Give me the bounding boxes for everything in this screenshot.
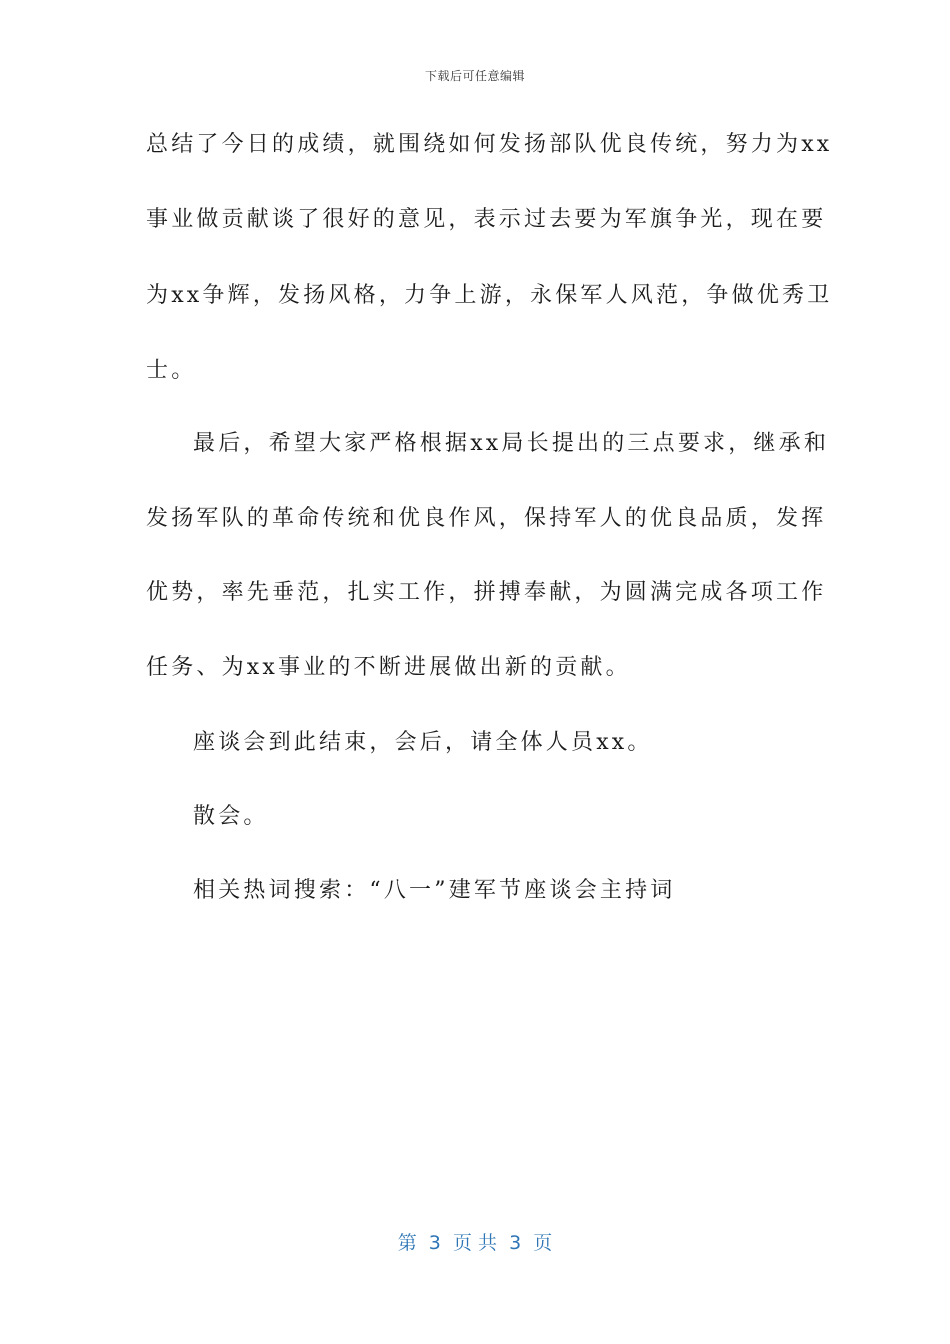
paragraph-line: 事业做贡献谈了很好的意见，表示过去要为军旗争光，现在要 <box>146 207 827 232</box>
paragraph-line: 士。 <box>146 358 197 383</box>
paragraph-line: 为xx争辉，发扬风格，力争上游，永保军人风范，争做优秀卫 <box>146 283 833 308</box>
page-indicator: 第 3 页 共 3 页 <box>397 1232 553 1254</box>
paragraph-line: 座谈会到此结束，会后，请全体人员xx。 <box>193 730 653 755</box>
paragraph-line: 优势，率先垂范，扎实工作，拼搏奉献，为圆满完成各项工作 <box>146 580 827 605</box>
header-note: 下载后可任意编辑 <box>424 69 525 83</box>
paragraph-line: 最后，希望大家严格根据xx局长提出的三点要求，继承和 <box>193 431 830 456</box>
paragraph-line: 发扬军队的革命传统和优良作风，保持军人的优良品质，发挥 <box>146 506 827 531</box>
paragraph-line: 任务、为xx事业的不断进展做出新的贡献。 <box>146 655 631 680</box>
paragraph-line: 总结了今日的成绩，就围绕如何发扬部队优良传统，努力为xx <box>146 132 833 157</box>
paragraph-line: 散会。 <box>193 804 269 829</box>
related-keywords: 相关热词搜索：“八一”建军节座谈会主持词 <box>193 878 676 903</box>
